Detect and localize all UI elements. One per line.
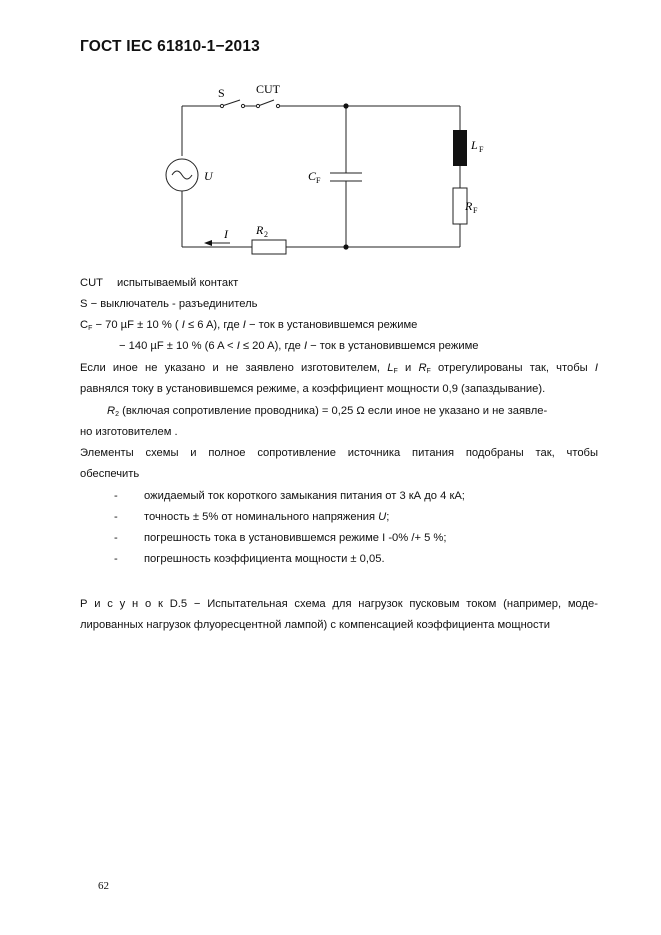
paragraph-adjustment-line2: равнялся току в установившемся режиме, а коэффициент мощности 0,9 (запаздывание). [80, 383, 546, 395]
document-header: ГОСТ IEC 61810-1−2013 [80, 38, 260, 55]
switch-cut-contact-right [276, 104, 279, 107]
switch-s-contact-left [220, 104, 223, 107]
sine-wave-icon [172, 171, 192, 179]
paragraph-r2-line2: но изготовителем . [80, 426, 178, 438]
inductor-lf [453, 130, 467, 166]
resistor-r2 [252, 240, 286, 254]
figure-caption-line2: лированных нагрузок флуоресцентной лампой) с компенсацией коэффициента мощности [80, 619, 550, 631]
list-item: - ожидаемый ток короткого замыкания питания от 3 кА до 4 кА; [114, 490, 465, 502]
legend-cf-line1: $C_F - 70$ µF ± 10 % ( I ≤ 6 A), где I − ток в установившемся режиме [80, 319, 418, 332]
list-item: - точность ± 5% от номинального напряжения U; [114, 511, 390, 523]
legend-cf-line2: − 140 µF ± 10 % (6 A < I ≤ 20 A), где I − ток в установившемся режиме [119, 340, 479, 352]
label-cf-sub: F [316, 176, 321, 185]
label-rf: R [465, 199, 473, 213]
label-cf: C [308, 169, 317, 183]
legend-s: S − выключатель - разъединитель [80, 298, 258, 310]
junction-dot-bottom [343, 244, 348, 249]
label-rf-sub: F [473, 206, 478, 215]
switch-s-contact-right [241, 104, 244, 107]
junction-dot-top [343, 103, 348, 108]
label-lf: L [471, 138, 478, 152]
paragraph-adjustment-line1: Если иное не указано и не заявлено изготовителем, $L_F$ и $R_F$ отрегулированы так, чтобы I [80, 362, 598, 375]
switch-cut-blade [258, 100, 274, 106]
figure-caption-line1: Р и с у н о к D.5 − Испытательная схема для нагрузок пусковым током (например, моде- [80, 598, 598, 610]
label-r2: R [256, 223, 264, 237]
switch-cut-contact-left [256, 104, 259, 107]
paragraph-elements-line2: обеспечить [80, 468, 140, 480]
label-r2-sub: 2 [264, 230, 268, 239]
paragraph-r2-line1: $R_2$ (включая сопротивление проводника) = 0,25 Ω если иное не указано и не заявле- [107, 405, 548, 418]
switch-s-blade [222, 100, 240, 106]
legend-cut-abbr: CUT [80, 277, 103, 289]
arrow-left-icon [204, 240, 212, 246]
label-s: S [218, 86, 225, 100]
legend-cut-desc: испытываемый контакт [117, 277, 239, 289]
page-number: 62 [98, 880, 109, 892]
label-lf-sub: F [479, 145, 484, 154]
list-item: - погрешность коэффициента мощности ± 0,05. [114, 553, 385, 565]
legend-cut [80, 276, 238, 290]
paragraph-elements-line1: Элементы схемы и полное сопротивление источника питания подобраны так, чтобы [80, 447, 598, 459]
list-item: - погрешность тока в установившемся режиме I -0% /+ 5 %; [114, 532, 447, 544]
label-u: U [204, 169, 213, 183]
label-current: I [224, 227, 228, 241]
label-cut: CUT [256, 82, 280, 96]
test-circuit-diagram [160, 76, 490, 266]
